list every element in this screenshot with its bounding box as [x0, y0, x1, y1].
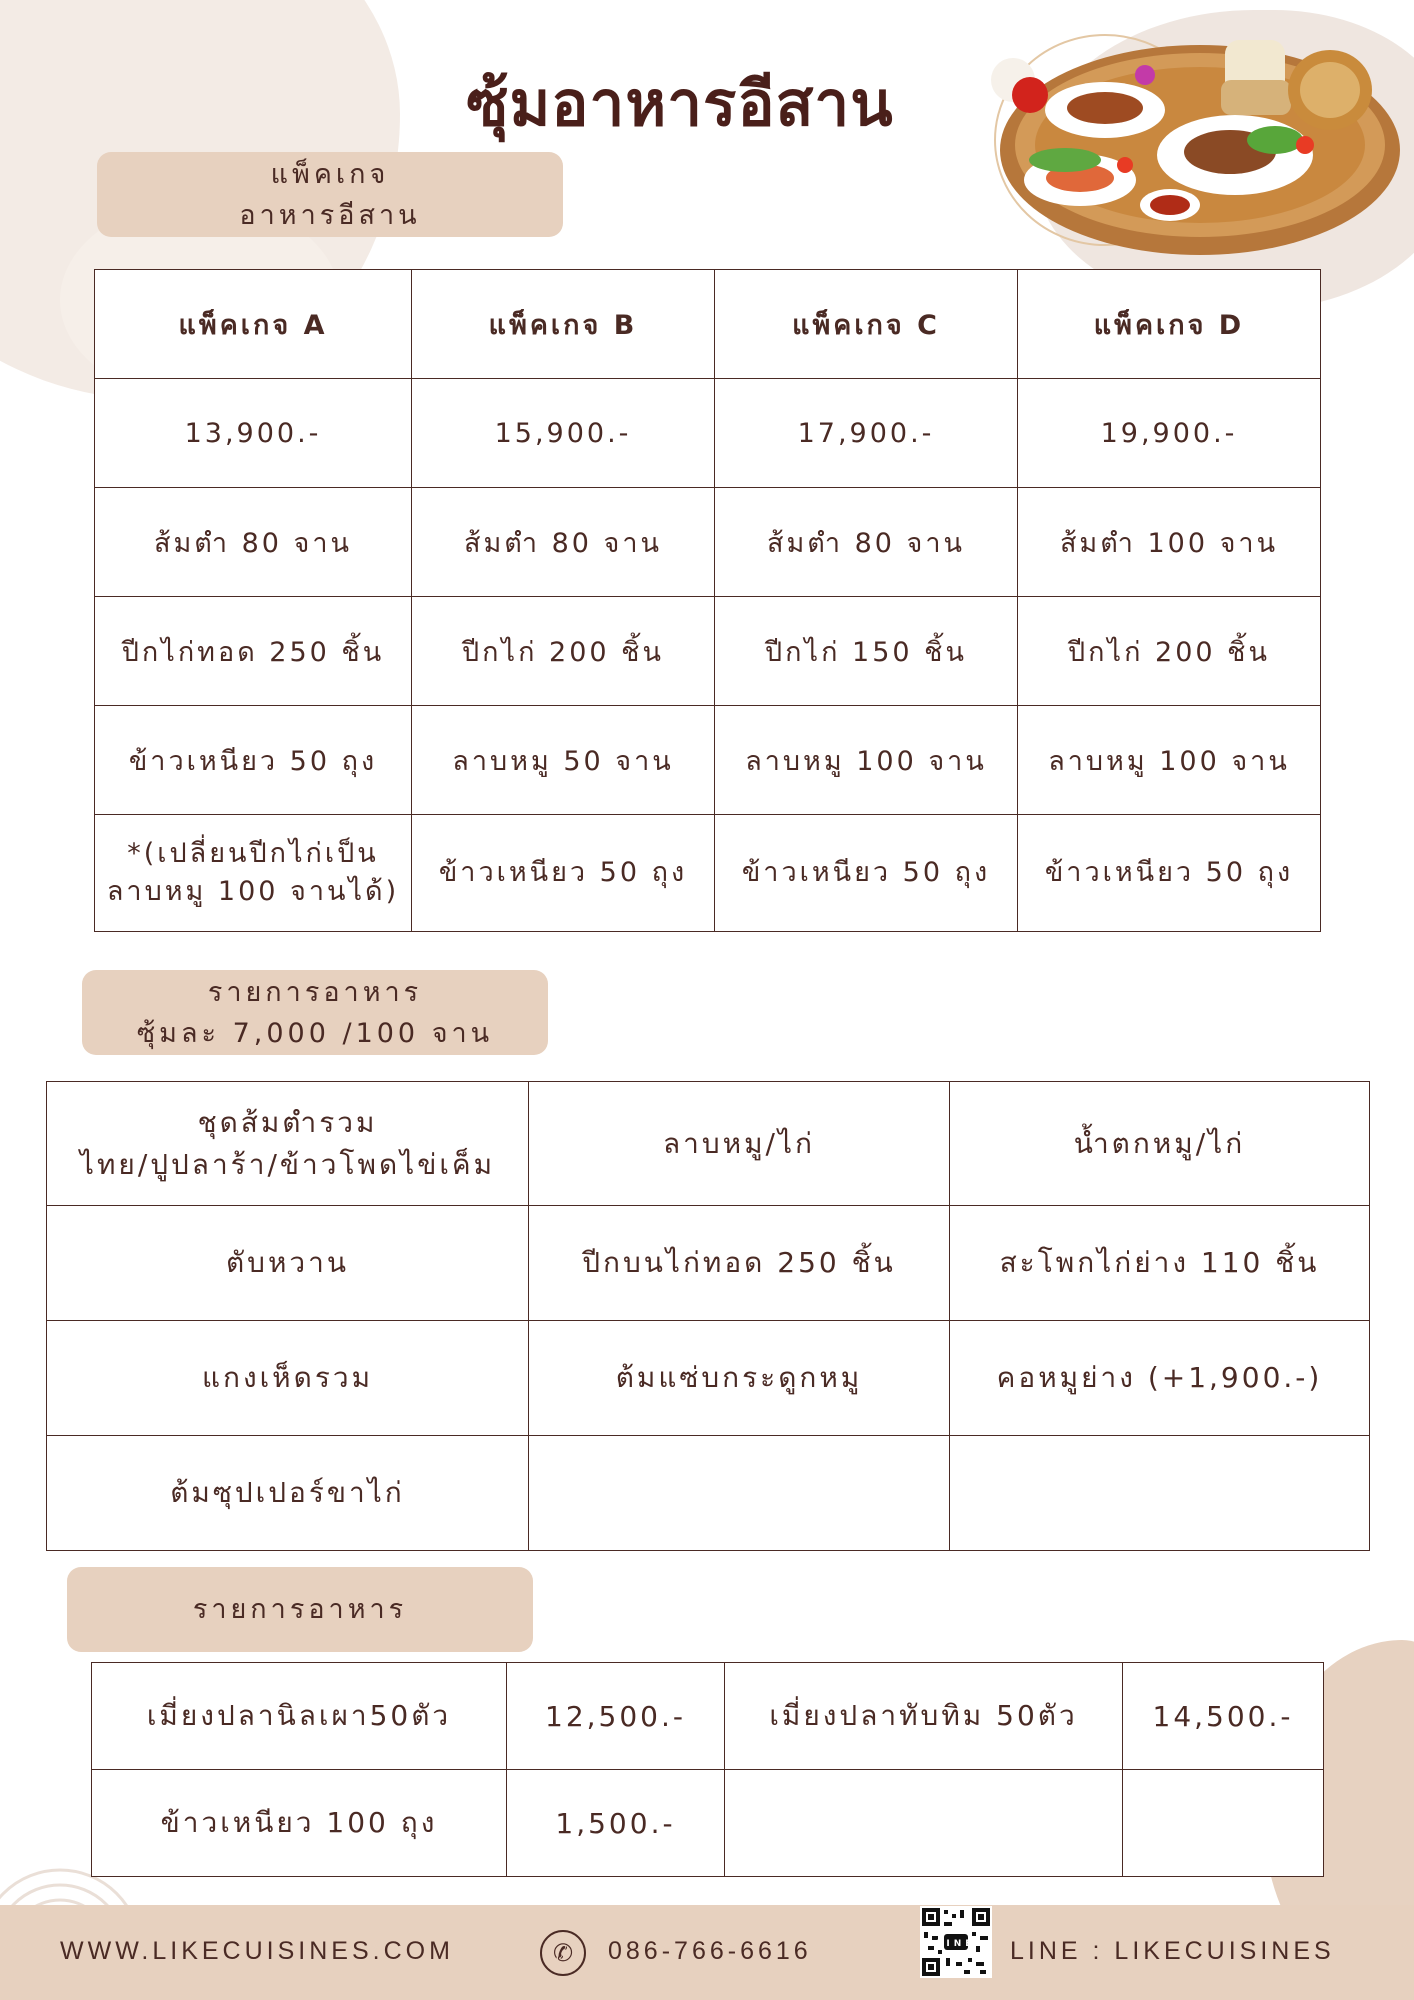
- menu-cell: สะโพกไก่ย่าง 110 ชิ้น: [950, 1206, 1370, 1321]
- package-header-cell: แพ็คเกจ B: [412, 270, 715, 379]
- menu-cell: ปีกบนไก่ทอด 250 ชิ้น: [529, 1206, 950, 1321]
- extra-price-cell: 1,500.-: [507, 1770, 725, 1877]
- phone-number[interactable]: 086-766-6616: [608, 1937, 812, 1965]
- package-item-cell: ข้าวเหนียว 50 ถุง: [95, 706, 412, 815]
- package-item-cell: ปีกไก่ทอด 250 ชิ้น: [95, 597, 412, 706]
- menu-section-label: [82, 970, 548, 1055]
- package-header-cell: แพ็คเกจ C: [715, 270, 1018, 379]
- menu-row: [47, 1321, 1370, 1436]
- extra-item-cell: ข้าวเหนียว 100 ถุง: [92, 1770, 507, 1877]
- package-item-cell: ข้าวเหนียว 50 ถุง: [412, 815, 715, 932]
- package-section-label: [97, 152, 563, 237]
- package-item-row: [95, 597, 1321, 706]
- menu-row: [47, 1206, 1370, 1321]
- package-item-row: [95, 815, 1321, 932]
- package-price-cell: 17,900.-: [715, 379, 1018, 488]
- package-item-cell: ข้าวเหนียว 50 ถุง: [1018, 815, 1321, 932]
- package-item-cell: ส้มตำ 80 จาน: [95, 488, 412, 597]
- menu-cell: [47, 1082, 529, 1206]
- menu-label-line1: รายการอาหาร: [207, 976, 423, 1008]
- extra-row: [92, 1663, 1324, 1770]
- package-item-cell: ลาบหมู 50 จาน: [412, 706, 715, 815]
- package-price-cell: 15,900.-: [412, 379, 715, 488]
- qr-code-icon: [920, 1906, 992, 1978]
- package-item-cell: ลาบหมู 100 จาน: [715, 706, 1018, 815]
- extra-item-cell: เมี่ยงปลาทับทิม 50ตัว: [725, 1663, 1123, 1770]
- package-item-row: [95, 706, 1321, 815]
- package-item-cell: ปีกไก่ 150 ชิ้น: [715, 597, 1018, 706]
- footer-bar: [0, 1905, 1414, 2000]
- menu-cell-line2: ไทย/ปูปลาร้า/ข้าวโพดไข่เค็ม: [79, 1147, 496, 1181]
- menu-cell-line1: ชุดส้มตำรวม: [197, 1105, 378, 1139]
- package-note-line1: *(เปลี่ยนปีกไก่เป็น: [127, 838, 379, 869]
- qr-code-label: LINE: [936, 1939, 976, 1949]
- menu-cell: คอหมูย่าง (+1,900.-): [950, 1321, 1370, 1436]
- package-header-cell: แพ็คเกจ A: [95, 270, 412, 379]
- line-id[interactable]: LINE : LIKECUISINES: [1010, 1937, 1335, 1965]
- package-label-line1: แพ็คเกจ: [270, 158, 390, 190]
- package-item-cell: ปีกไก่ 200 ชิ้น: [412, 597, 715, 706]
- menu-cell: ต้มแซ่บกระดูกหมู: [529, 1321, 950, 1436]
- package-item-cell: ปีกไก่ 200 ชิ้น: [1018, 597, 1321, 706]
- menu-cell: [950, 1436, 1370, 1551]
- phone-icon: ✆: [540, 1930, 586, 1976]
- package-price-cell: 13,900.-: [95, 379, 412, 488]
- extra-items-table: [91, 1662, 1324, 1877]
- package-note-line2: ลาบหมู 100 จานได้): [106, 876, 400, 907]
- food-platter-image: [985, 20, 1405, 270]
- package-item-cell: ส้มตำ 100 จาน: [1018, 488, 1321, 597]
- package-item-cell: ข้าวเหนียว 50 ถุง: [715, 815, 1018, 932]
- extra-label-text: รายการอาหาร: [192, 1594, 408, 1625]
- package-price-cell: 19,900.-: [1018, 379, 1321, 488]
- menu-row: [47, 1082, 1370, 1206]
- menu-label-line2: ซุ้มละ 7,000 /100 จาน: [136, 1017, 494, 1049]
- extra-price-cell: [1123, 1770, 1324, 1877]
- website-link[interactable]: WWW.LIKECUISINES.COM: [60, 1937, 454, 1965]
- menu-cell: น้ำตกหมู/ไก่: [950, 1082, 1370, 1206]
- package-note-cell: [95, 815, 412, 932]
- extra-item-cell: [725, 1770, 1123, 1877]
- menu-cell: [529, 1436, 950, 1551]
- package-header-cell: แพ็คเกจ D: [1018, 270, 1321, 379]
- package-item-cell: ส้มตำ 80 จาน: [412, 488, 715, 597]
- extra-row: [92, 1770, 1324, 1877]
- extra-section-label: [67, 1567, 533, 1652]
- package-item-cell: ส้มตำ 80 จาน: [715, 488, 1018, 597]
- menu-cell: ตับหวาน: [47, 1206, 529, 1321]
- package-item-row: [95, 488, 1321, 597]
- menu-cell: แกงเห็ดรวม: [47, 1321, 529, 1436]
- page-title: ซุ้มอาหารอีสาน: [466, 67, 894, 140]
- package-table: [94, 269, 1321, 932]
- package-price-row: [95, 379, 1321, 488]
- menu-cell: ต้มซุปเปอร์ขาไก่: [47, 1436, 529, 1551]
- menu-cell: ลาบหมู/ไก่: [529, 1082, 950, 1206]
- extra-item-cell: เมี่ยงปลานิลเผา50ตัว: [92, 1663, 507, 1770]
- menu-row: [47, 1436, 1370, 1551]
- extra-price-cell: 14,500.-: [1123, 1663, 1324, 1770]
- package-label-line2: อาหารอีสาน: [239, 199, 421, 231]
- package-item-cell: ลาบหมู 100 จาน: [1018, 706, 1321, 815]
- menu-table: [46, 1081, 1370, 1551]
- extra-price-cell: 12,500.-: [507, 1663, 725, 1770]
- package-header-row: [95, 270, 1321, 379]
